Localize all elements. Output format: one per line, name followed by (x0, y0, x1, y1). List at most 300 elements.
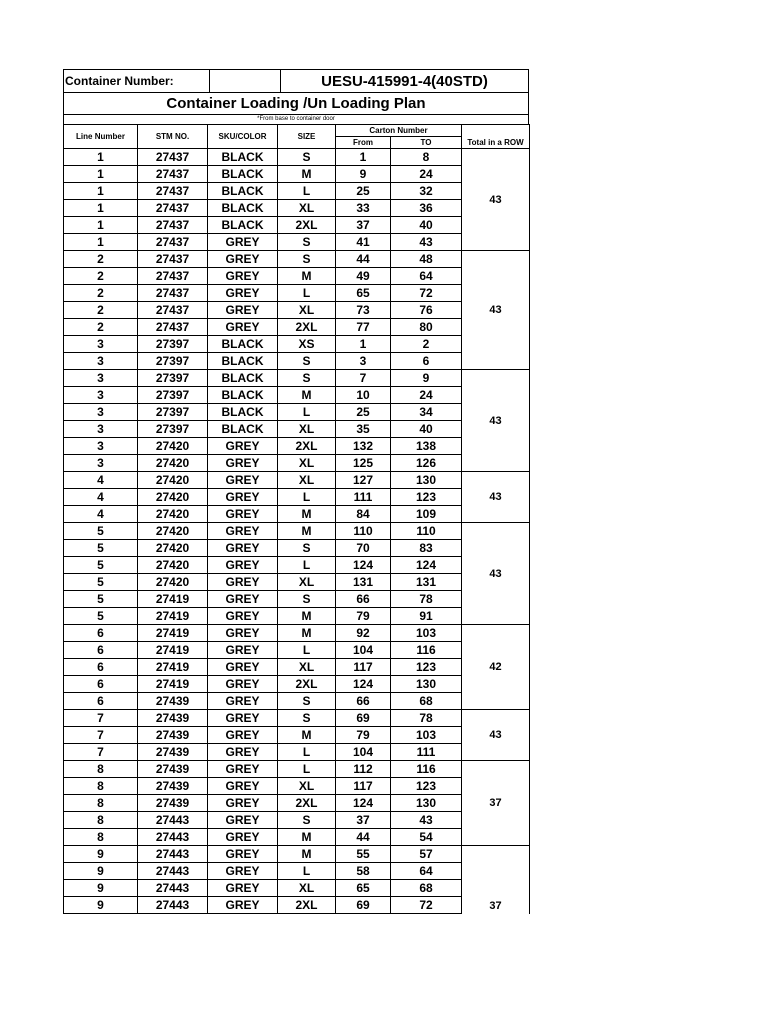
cell-carton-from: 25 (336, 404, 391, 421)
cell-line-number: 3 (64, 353, 138, 370)
cell-sku-color: GREY (208, 727, 278, 744)
loading-table (63, 124, 530, 914)
cell-carton-from: 79 (336, 608, 391, 625)
total-in-row-cell: 43 (462, 251, 530, 370)
cell-size: S (278, 251, 336, 268)
cell-carton-to: 24 (391, 387, 462, 404)
cell-line-number: 5 (64, 591, 138, 608)
container-number-row (63, 69, 529, 92)
cell-carton-to: 24 (391, 166, 462, 183)
cell-size: S (278, 812, 336, 829)
table-row (64, 761, 530, 778)
cell-size: 2XL (278, 319, 336, 336)
cell-carton-to: 57 (391, 846, 462, 863)
table-row (64, 183, 530, 200)
table-row (64, 591, 530, 608)
total-in-row-cell: 43 (462, 472, 530, 523)
cell-stm-no: 27419 (138, 676, 208, 693)
cell-size: M (278, 625, 336, 642)
cell-stm-no: 27437 (138, 234, 208, 251)
cell-line-number: 1 (64, 234, 138, 251)
cell-sku-color: BLACK (208, 200, 278, 217)
cell-line-number: 8 (64, 761, 138, 778)
cell-sku-color: GREY (208, 302, 278, 319)
cell-stm-no: 27437 (138, 251, 208, 268)
table-row (64, 370, 530, 387)
table-row (64, 302, 530, 319)
cell-carton-from: 84 (336, 506, 391, 523)
cell-size: XL (278, 421, 336, 438)
table-row (64, 166, 530, 183)
cell-stm-no: 27420 (138, 523, 208, 540)
cell-line-number: 6 (64, 659, 138, 676)
cell-sku-color: GREY (208, 285, 278, 302)
cell-carton-to: 116 (391, 642, 462, 659)
cell-stm-no: 27397 (138, 404, 208, 421)
cell-line-number: 9 (64, 897, 138, 914)
cell-line-number: 9 (64, 846, 138, 863)
table-row (64, 421, 530, 438)
cell-size: S (278, 591, 336, 608)
cell-size: 2XL (278, 217, 336, 234)
table-row (64, 557, 530, 574)
cell-carton-from: 37 (336, 812, 391, 829)
cell-sku-color: BLACK (208, 404, 278, 421)
cell-stm-no: 27439 (138, 761, 208, 778)
cell-carton-from: 35 (336, 421, 391, 438)
cell-size: L (278, 761, 336, 778)
cell-carton-to: 83 (391, 540, 462, 557)
cell-carton-to: 123 (391, 489, 462, 506)
cell-size: L (278, 557, 336, 574)
table-row (64, 268, 530, 285)
cell-carton-to: 78 (391, 710, 462, 727)
cell-stm-no: 27420 (138, 455, 208, 472)
cell-stm-no: 27419 (138, 608, 208, 625)
cell-size: 2XL (278, 438, 336, 455)
cell-line-number: 9 (64, 863, 138, 880)
cell-carton-from: 69 (336, 897, 391, 914)
cell-carton-to: 68 (391, 880, 462, 897)
cell-carton-from: 37 (336, 217, 391, 234)
cell-stm-no: 27397 (138, 336, 208, 353)
cell-line-number: 2 (64, 319, 138, 336)
cell-size: XL (278, 472, 336, 489)
cell-line-number: 8 (64, 812, 138, 829)
table-row (64, 727, 530, 744)
cell-carton-to: 76 (391, 302, 462, 319)
cell-sku-color: BLACK (208, 353, 278, 370)
cell-sku-color: GREY (208, 540, 278, 557)
cell-carton-to: 72 (391, 897, 462, 914)
table-row (64, 744, 530, 761)
cell-carton-from: 112 (336, 761, 391, 778)
table-row (64, 676, 530, 693)
cell-size: L (278, 404, 336, 421)
cell-line-number: 7 (64, 710, 138, 727)
cell-line-number: 4 (64, 489, 138, 506)
cell-size: XL (278, 659, 336, 676)
cell-carton-from: 9 (336, 166, 391, 183)
cell-line-number: 3 (64, 404, 138, 421)
cell-sku-color: GREY (208, 693, 278, 710)
cell-carton-to: 103 (391, 625, 462, 642)
cell-stm-no: 27443 (138, 863, 208, 880)
cell-line-number: 2 (64, 302, 138, 319)
cell-stm-no: 27419 (138, 659, 208, 676)
cell-size: XL (278, 574, 336, 591)
cell-stm-no: 27439 (138, 727, 208, 744)
cell-sku-color: GREY (208, 778, 278, 795)
cell-sku-color: GREY (208, 591, 278, 608)
table-row (64, 778, 530, 795)
cell-carton-to: 68 (391, 693, 462, 710)
cell-carton-to: 40 (391, 421, 462, 438)
cell-carton-to: 130 (391, 676, 462, 693)
cell-carton-to: 103 (391, 727, 462, 744)
cell-line-number: 3 (64, 421, 138, 438)
total-in-row-cell: 43 (462, 370, 530, 472)
table-row (64, 251, 530, 268)
cell-carton-to: 123 (391, 778, 462, 795)
cell-sku-color: GREY (208, 897, 278, 914)
cell-carton-to: 130 (391, 472, 462, 489)
cell-stm-no: 27437 (138, 183, 208, 200)
cell-sku-color: GREY (208, 557, 278, 574)
cell-stm-no: 27437 (138, 200, 208, 217)
cell-size: L (278, 642, 336, 659)
total-in-row-cell: 43 (462, 523, 530, 625)
cell-size: M (278, 727, 336, 744)
cell-stm-no: 27420 (138, 574, 208, 591)
cell-carton-to: 32 (391, 183, 462, 200)
cell-carton-to: 36 (391, 200, 462, 217)
cell-sku-color: GREY (208, 880, 278, 897)
cell-carton-from: 73 (336, 302, 391, 319)
cell-size: S (278, 693, 336, 710)
cell-carton-from: 7 (336, 370, 391, 387)
cell-carton-to: 78 (391, 591, 462, 608)
cell-size: M (278, 387, 336, 404)
cell-size: XL (278, 200, 336, 217)
cell-line-number: 1 (64, 200, 138, 217)
table-row (64, 404, 530, 421)
table-row (64, 523, 530, 540)
table-row (64, 795, 530, 812)
cell-carton-from: 104 (336, 642, 391, 659)
cell-carton-from: 92 (336, 625, 391, 642)
cell-carton-from: 124 (336, 676, 391, 693)
cell-carton-to: 80 (391, 319, 462, 336)
blank-cell (210, 70, 281, 92)
table-row (64, 387, 530, 404)
cell-carton-from: 111 (336, 489, 391, 506)
table-row (64, 642, 530, 659)
cell-size: S (278, 234, 336, 251)
cell-sku-color: GREY (208, 574, 278, 591)
table-row (64, 863, 530, 880)
cell-carton-from: 110 (336, 523, 391, 540)
cell-carton-from: 1 (336, 149, 391, 166)
total-in-row-cell: 43 (462, 710, 530, 761)
cell-carton-from: 44 (336, 829, 391, 846)
table-row (64, 693, 530, 710)
table-row (64, 506, 530, 523)
cell-stm-no: 27437 (138, 166, 208, 183)
table-row (64, 336, 530, 353)
cell-carton-from: 65 (336, 880, 391, 897)
table-row (64, 234, 530, 251)
table-row (64, 353, 530, 370)
cell-line-number: 6 (64, 642, 138, 659)
cell-line-number: 3 (64, 438, 138, 455)
cell-stm-no: 27437 (138, 268, 208, 285)
cell-sku-color: GREY (208, 455, 278, 472)
plan-title: Container Loading /Un Loading Plan (63, 92, 529, 115)
cell-line-number: 1 (64, 149, 138, 166)
cell-stm-no: 27420 (138, 489, 208, 506)
cell-carton-from: 10 (336, 387, 391, 404)
cell-carton-to: 109 (391, 506, 462, 523)
col-total-in-row: Total in a ROW (462, 125, 530, 149)
cell-size: L (278, 183, 336, 200)
col-sku-color: SKU/COLOR (208, 125, 278, 149)
table-body (64, 149, 530, 914)
cell-carton-to: 8 (391, 149, 462, 166)
total-in-row-cell: 43 (462, 149, 530, 251)
cell-carton-to: 64 (391, 268, 462, 285)
table-row (64, 438, 530, 455)
cell-size: S (278, 710, 336, 727)
table-row (64, 574, 530, 591)
cell-sku-color: BLACK (208, 217, 278, 234)
col-carton-number: Carton Number (336, 125, 462, 137)
cell-carton-from: 3 (336, 353, 391, 370)
col-to: TO (391, 137, 462, 149)
cell-carton-to: 110 (391, 523, 462, 540)
cell-size: M (278, 846, 336, 863)
cell-size: M (278, 829, 336, 846)
cell-size: M (278, 268, 336, 285)
cell-sku-color: GREY (208, 438, 278, 455)
cell-sku-color: GREY (208, 523, 278, 540)
cell-stm-no: 27397 (138, 370, 208, 387)
table-row (64, 489, 530, 506)
cell-carton-from: 117 (336, 778, 391, 795)
cell-stm-no: 27420 (138, 540, 208, 557)
col-stm-no: STM NO. (138, 125, 208, 149)
table-row (64, 659, 530, 676)
cell-line-number: 7 (64, 727, 138, 744)
cell-carton-from: 104 (336, 744, 391, 761)
cell-size: 2XL (278, 795, 336, 812)
cell-carton-to: 131 (391, 574, 462, 591)
cell-sku-color: BLACK (208, 166, 278, 183)
cell-stm-no: 27443 (138, 897, 208, 914)
cell-carton-from: 25 (336, 183, 391, 200)
cell-line-number: 5 (64, 540, 138, 557)
col-size: SIZE (278, 125, 336, 149)
cell-stm-no: 27439 (138, 744, 208, 761)
cell-stm-no: 27437 (138, 149, 208, 166)
cell-carton-from: 69 (336, 710, 391, 727)
cell-sku-color: GREY (208, 812, 278, 829)
cell-sku-color: GREY (208, 829, 278, 846)
cell-line-number: 6 (64, 676, 138, 693)
cell-sku-color: GREY (208, 489, 278, 506)
cell-line-number: 9 (64, 880, 138, 897)
cell-size: M (278, 608, 336, 625)
cell-sku-color: GREY (208, 625, 278, 642)
cell-size: XL (278, 880, 336, 897)
cell-carton-from: 132 (336, 438, 391, 455)
table-row (64, 846, 530, 863)
cell-stm-no: 27397 (138, 421, 208, 438)
total-in-row-cell: 42 (462, 625, 530, 710)
cell-size: L (278, 285, 336, 302)
cell-size: M (278, 523, 336, 540)
cell-stm-no: 27437 (138, 319, 208, 336)
container-number-value: UESU-415991-4(40STD) (321, 72, 488, 90)
cell-carton-from: 125 (336, 455, 391, 472)
cell-size: S (278, 540, 336, 557)
cell-sku-color: BLACK (208, 149, 278, 166)
cell-sku-color: GREY (208, 761, 278, 778)
cell-stm-no: 27443 (138, 880, 208, 897)
cell-sku-color: GREY (208, 795, 278, 812)
cell-sku-color: GREY (208, 846, 278, 863)
cell-carton-to: 43 (391, 812, 462, 829)
cell-size: XL (278, 778, 336, 795)
table-row (64, 608, 530, 625)
cell-carton-to: 126 (391, 455, 462, 472)
cell-carton-to: 123 (391, 659, 462, 676)
cell-line-number: 6 (64, 625, 138, 642)
cell-carton-from: 77 (336, 319, 391, 336)
cell-sku-color: GREY (208, 863, 278, 880)
cell-line-number: 3 (64, 370, 138, 387)
cell-size: XL (278, 302, 336, 319)
cell-size: XL (278, 455, 336, 472)
cell-carton-from: 58 (336, 863, 391, 880)
cell-carton-to: 34 (391, 404, 462, 421)
cell-stm-no: 27439 (138, 710, 208, 727)
table-row (64, 472, 530, 489)
cell-stm-no: 27420 (138, 506, 208, 523)
cell-carton-from: 44 (336, 251, 391, 268)
cell-sku-color: GREY (208, 642, 278, 659)
cell-carton-to: 40 (391, 217, 462, 234)
cell-stm-no: 27397 (138, 353, 208, 370)
cell-size: S (278, 370, 336, 387)
table-row (64, 540, 530, 557)
cell-line-number: 3 (64, 455, 138, 472)
cell-line-number: 6 (64, 693, 138, 710)
cell-carton-from: 55 (336, 846, 391, 863)
table-row (64, 200, 530, 217)
cell-sku-color: BLACK (208, 387, 278, 404)
cell-carton-to: 9 (391, 370, 462, 387)
cell-line-number: 2 (64, 285, 138, 302)
col-from: From (336, 137, 391, 149)
cell-line-number: 5 (64, 523, 138, 540)
cell-line-number: 4 (64, 472, 138, 489)
cell-size: 2XL (278, 897, 336, 914)
cell-carton-to: 111 (391, 744, 462, 761)
cell-size: L (278, 489, 336, 506)
cell-carton-to: 2 (391, 336, 462, 353)
cell-stm-no: 27439 (138, 795, 208, 812)
cell-line-number: 5 (64, 574, 138, 591)
table-row (64, 285, 530, 302)
cell-carton-from: 127 (336, 472, 391, 489)
cell-carton-from: 124 (336, 795, 391, 812)
cell-carton-from: 70 (336, 540, 391, 557)
cell-size: S (278, 149, 336, 166)
table-row (64, 812, 530, 829)
cell-carton-from: 65 (336, 285, 391, 302)
table-row (64, 319, 530, 336)
cell-carton-to: 43 (391, 234, 462, 251)
cell-line-number: 3 (64, 387, 138, 404)
cell-line-number: 1 (64, 183, 138, 200)
cell-carton-to: 64 (391, 863, 462, 880)
cell-stm-no: 27419 (138, 642, 208, 659)
table-row (64, 217, 530, 234)
cell-carton-from: 79 (336, 727, 391, 744)
cell-carton-from: 117 (336, 659, 391, 676)
cell-size: 2XL (278, 676, 336, 693)
cell-carton-from: 66 (336, 591, 391, 608)
cell-carton-from: 66 (336, 693, 391, 710)
cell-carton-from: 1 (336, 336, 391, 353)
cell-carton-to: 124 (391, 557, 462, 574)
cell-carton-to: 138 (391, 438, 462, 455)
cell-line-number: 3 (64, 336, 138, 353)
cell-sku-color: GREY (208, 319, 278, 336)
cell-sku-color: GREY (208, 744, 278, 761)
cell-sku-color: BLACK (208, 421, 278, 438)
container-number-label: Container Number: (64, 70, 210, 92)
orientation-note: *From base to container door (63, 115, 529, 124)
cell-sku-color: GREY (208, 608, 278, 625)
cell-carton-from: 33 (336, 200, 391, 217)
table-row (64, 897, 530, 914)
cell-sku-color: GREY (208, 251, 278, 268)
cell-line-number: 1 (64, 217, 138, 234)
cell-stm-no: 27420 (138, 472, 208, 489)
cell-carton-to: 6 (391, 353, 462, 370)
cell-sku-color: GREY (208, 472, 278, 489)
cell-sku-color: GREY (208, 506, 278, 523)
cell-stm-no: 27437 (138, 302, 208, 319)
loading-plan-sheet (63, 69, 529, 914)
cell-stm-no: 27437 (138, 217, 208, 234)
cell-size: L (278, 863, 336, 880)
col-line-number: Line Number (64, 125, 138, 149)
cell-stm-no: 27443 (138, 829, 208, 846)
table-row (64, 149, 530, 166)
cell-carton-to: 48 (391, 251, 462, 268)
cell-line-number: 5 (64, 608, 138, 625)
cell-line-number: 7 (64, 744, 138, 761)
cell-stm-no: 27397 (138, 387, 208, 404)
cell-stm-no: 27439 (138, 778, 208, 795)
cell-carton-to: 91 (391, 608, 462, 625)
cell-sku-color: GREY (208, 234, 278, 251)
cell-sku-color: BLACK (208, 183, 278, 200)
cell-sku-color: BLACK (208, 370, 278, 387)
